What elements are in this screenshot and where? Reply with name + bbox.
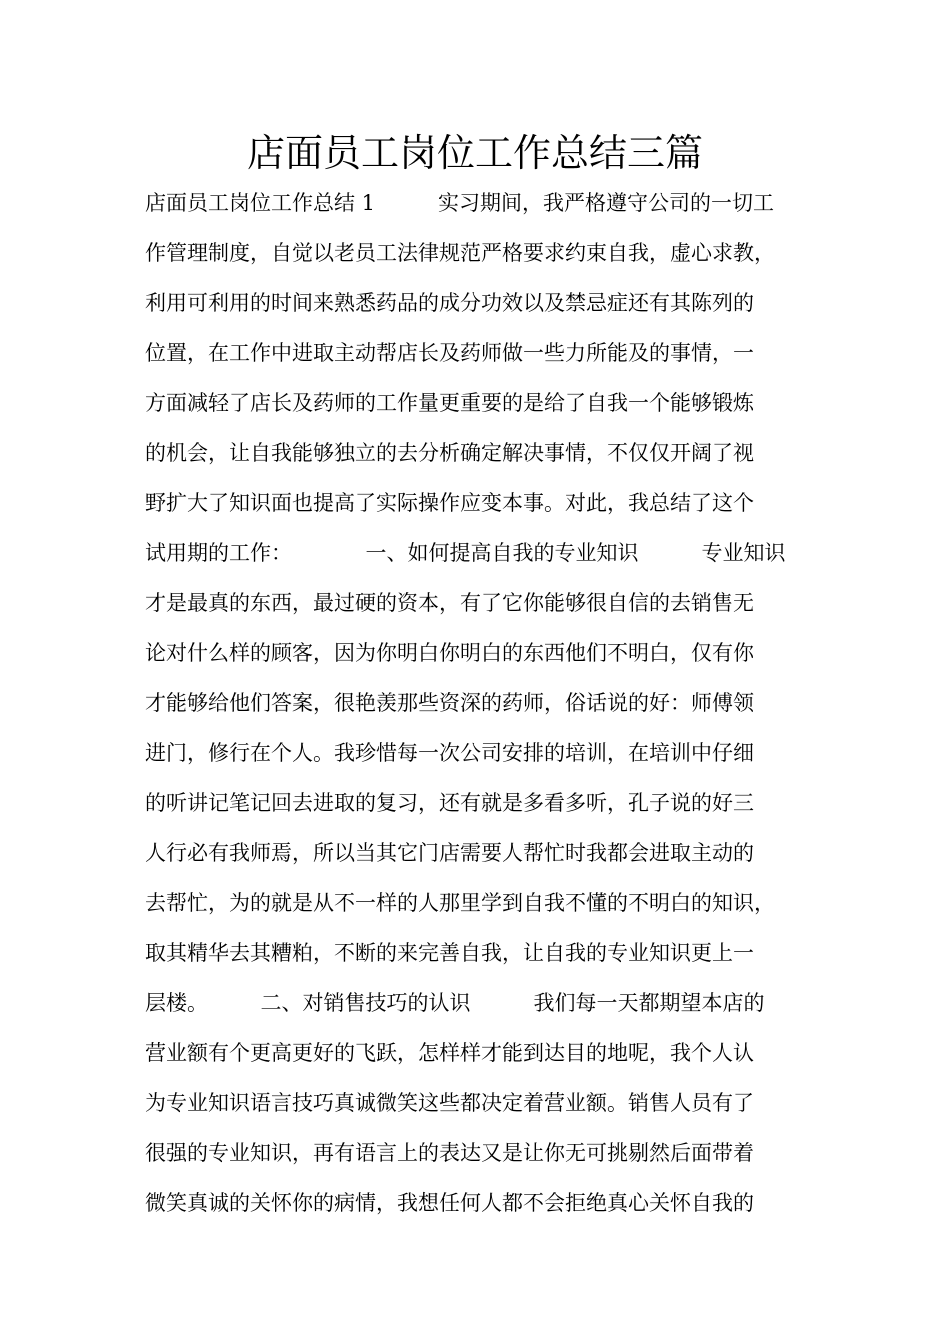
document-body	[145, 178, 845, 1228]
body-line: 才能够给他们答案，很艳羡那些资深的药师，俗话说的好：师傅领	[145, 691, 754, 715]
body-line: 利用可利用的时间来熟悉药品的成分功效以及禁忌症还有其陈列的	[145, 291, 754, 315]
body-line: 方面减轻了店长及药师的工作量更重要的是给了自我一个能够锻炼	[145, 391, 754, 415]
body-line: 论对什么样的顾客，因为你明白你明白的东西他们不明白，仅有你	[145, 641, 754, 665]
document-title: 店面员工岗位工作总结三篇	[246, 131, 703, 175]
body-line: 店面员工岗位工作总结 1 实习期间，我严格遵守公司的一切工	[145, 191, 775, 215]
body-line: 微笑真诚的关怀你的病情，我想任何人都不会拒绝真心关怀自我的	[145, 1191, 754, 1215]
body-line: 位置，在工作中进取主动帮店长及药师做一些力所能及的事情，一	[145, 341, 754, 365]
body-line: 进门，修行在个人。我珍惜每一次公司安排的培训，在培训中仔细	[145, 741, 754, 765]
body-line: 很强的专业知识，再有语言上的表达又是让你无可挑剔然后面带着	[145, 1141, 754, 1165]
body-line: 试用期的工作： 一、如何提高自我的专业知识 专业知识	[145, 541, 786, 565]
body-line: 野扩大了知识面也提高了实际操作应变本事。对此，我总结了这个	[145, 491, 754, 515]
body-line: 人行必有我师焉，所以当其它门店需要人帮忙时我都会进取主动的	[145, 841, 754, 865]
body-line: 的机会，让自我能够独立的去分析确定解决事情，不仅仅开阔了视	[145, 441, 754, 465]
body-line: 去帮忙，为的就是从不一样的人那里学到自我不懂的不明白的知识，	[145, 891, 775, 915]
body-line: 的听讲记笔记回去进取的复习，还有就是多看多听，孔子说的好三	[145, 791, 754, 815]
body-line: 层楼。 二、对销售技巧的认识 我们每一天都期望本店的	[145, 991, 765, 1015]
body-line: 取其精华去其糟粕，不断的来完善自我，让自我的专业知识更上一	[145, 941, 754, 965]
body-line: 为专业知识语言技巧真诚微笑这些都决定着营业额。销售人员有了	[145, 1091, 754, 1115]
body-line: 营业额有个更高更好的飞跃，怎样样才能到达目的地呢，我个人认	[145, 1041, 754, 1065]
body-line: 才是最真的东西，最过硬的资本，有了它你能够很自信的去销售无	[145, 591, 754, 615]
body-line: 作管理制度，自觉以老员工法律规范严格要求约束自我，虚心求教，	[145, 241, 775, 265]
